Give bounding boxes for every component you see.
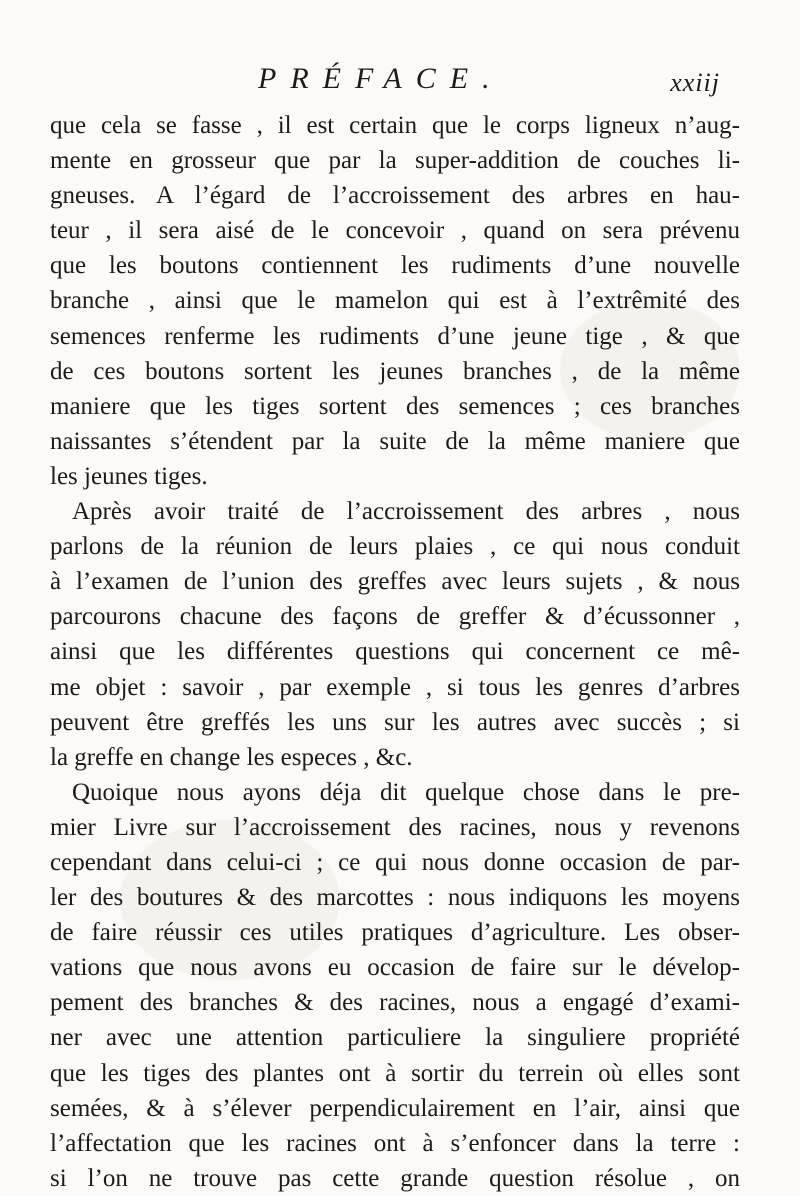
page-number: xxiij (670, 68, 720, 97)
text-line: semences renferme les rudiments d’une jeune tige , & que (50, 322, 740, 350)
text-line: parcourons chacune des façons de greffer & d’écussonner , (50, 603, 740, 631)
text-line: Quoique nous ayons déja dit quelque chose dans le pre- (72, 778, 740, 806)
text-line: ner avec une attention particuliere la singuliere propriété (50, 1024, 740, 1052)
text-line: peuvent être greffés les uns sur les autres avec succès ; si (50, 708, 740, 736)
text-line: branche , ainsi que le mamelon qui est à l’extrêmité des (50, 287, 740, 315)
text-line: me objet : savoir , par exemple , si tous les genres d’arbres (50, 673, 740, 701)
text-line: que cela se fasse , il est certain que le corps ligneux n’aug- (50, 112, 740, 139)
text-line: parlons de la réunion de leurs plaies , ce qui nous conduit (50, 533, 740, 561)
text-line: cependant dans celui-ci ; ce qui nous donne occasion de par- (50, 848, 740, 876)
text-line: maniere que les tiges sortent des semences ; ces branches (50, 392, 740, 420)
text-line: mente en grosseur que par la super-addition de couches li- (50, 147, 740, 175)
text-line: mier Livre sur l’accroissement des racines, nous y revenons (50, 813, 740, 841)
text-line: ler des boutures & des marcottes : nous indiquons les moyens (50, 884, 740, 912)
text-line: les jeunes tiges. (50, 462, 208, 490)
text-line: ainsi que les différentes questions qui concernent ce mê- (50, 638, 740, 666)
running-title: PRÉFACE. (258, 62, 504, 95)
text-line: pement des branches & des racines, nous a engagé d’exami- (50, 989, 740, 1017)
text-line: la greffe en change les especes , &c. (50, 743, 413, 771)
text-line: gneuses. A l’égard de l’accroissement des arbres en hau- (50, 182, 740, 210)
text-line: vations que nous avons eu occasion de faire sur le dévelop- (50, 954, 740, 982)
text-line: que les tiges des plantes ont à sortir du terrein où elles sont (50, 1059, 740, 1087)
text-line: de faire réussir ces utiles pratiques d’agriculture. Les obser- (50, 919, 740, 947)
text-line: semées, & à s’élever perpendiculairement en l’air, ainsi que (50, 1094, 740, 1122)
text-line: l’affectation que les racines ont à s’enfoncer dans la terre : (50, 1129, 740, 1157)
text-line: que les boutons contiennent les rudiments d’une nouvelle (50, 252, 740, 280)
text-line: naissantes s’étendent par la suite de la même maniere que (50, 427, 740, 455)
text-line: Après avoir traité de l’accroissement des arbres , nous (72, 498, 740, 526)
text-line: teur , il sera aisé de le concevoir , quand on sera prévenu (50, 217, 740, 245)
text-line: à l’examen de l’union des greffes avec leurs sujets , & nous (50, 568, 740, 596)
text-line: de ces boutons sortent les jeunes branches , de la même (50, 357, 740, 385)
page-header (258, 62, 720, 102)
text-line: si l’on ne trouve pas cette grande question résolue , on (50, 1164, 740, 1192)
body-text (50, 108, 740, 1196)
